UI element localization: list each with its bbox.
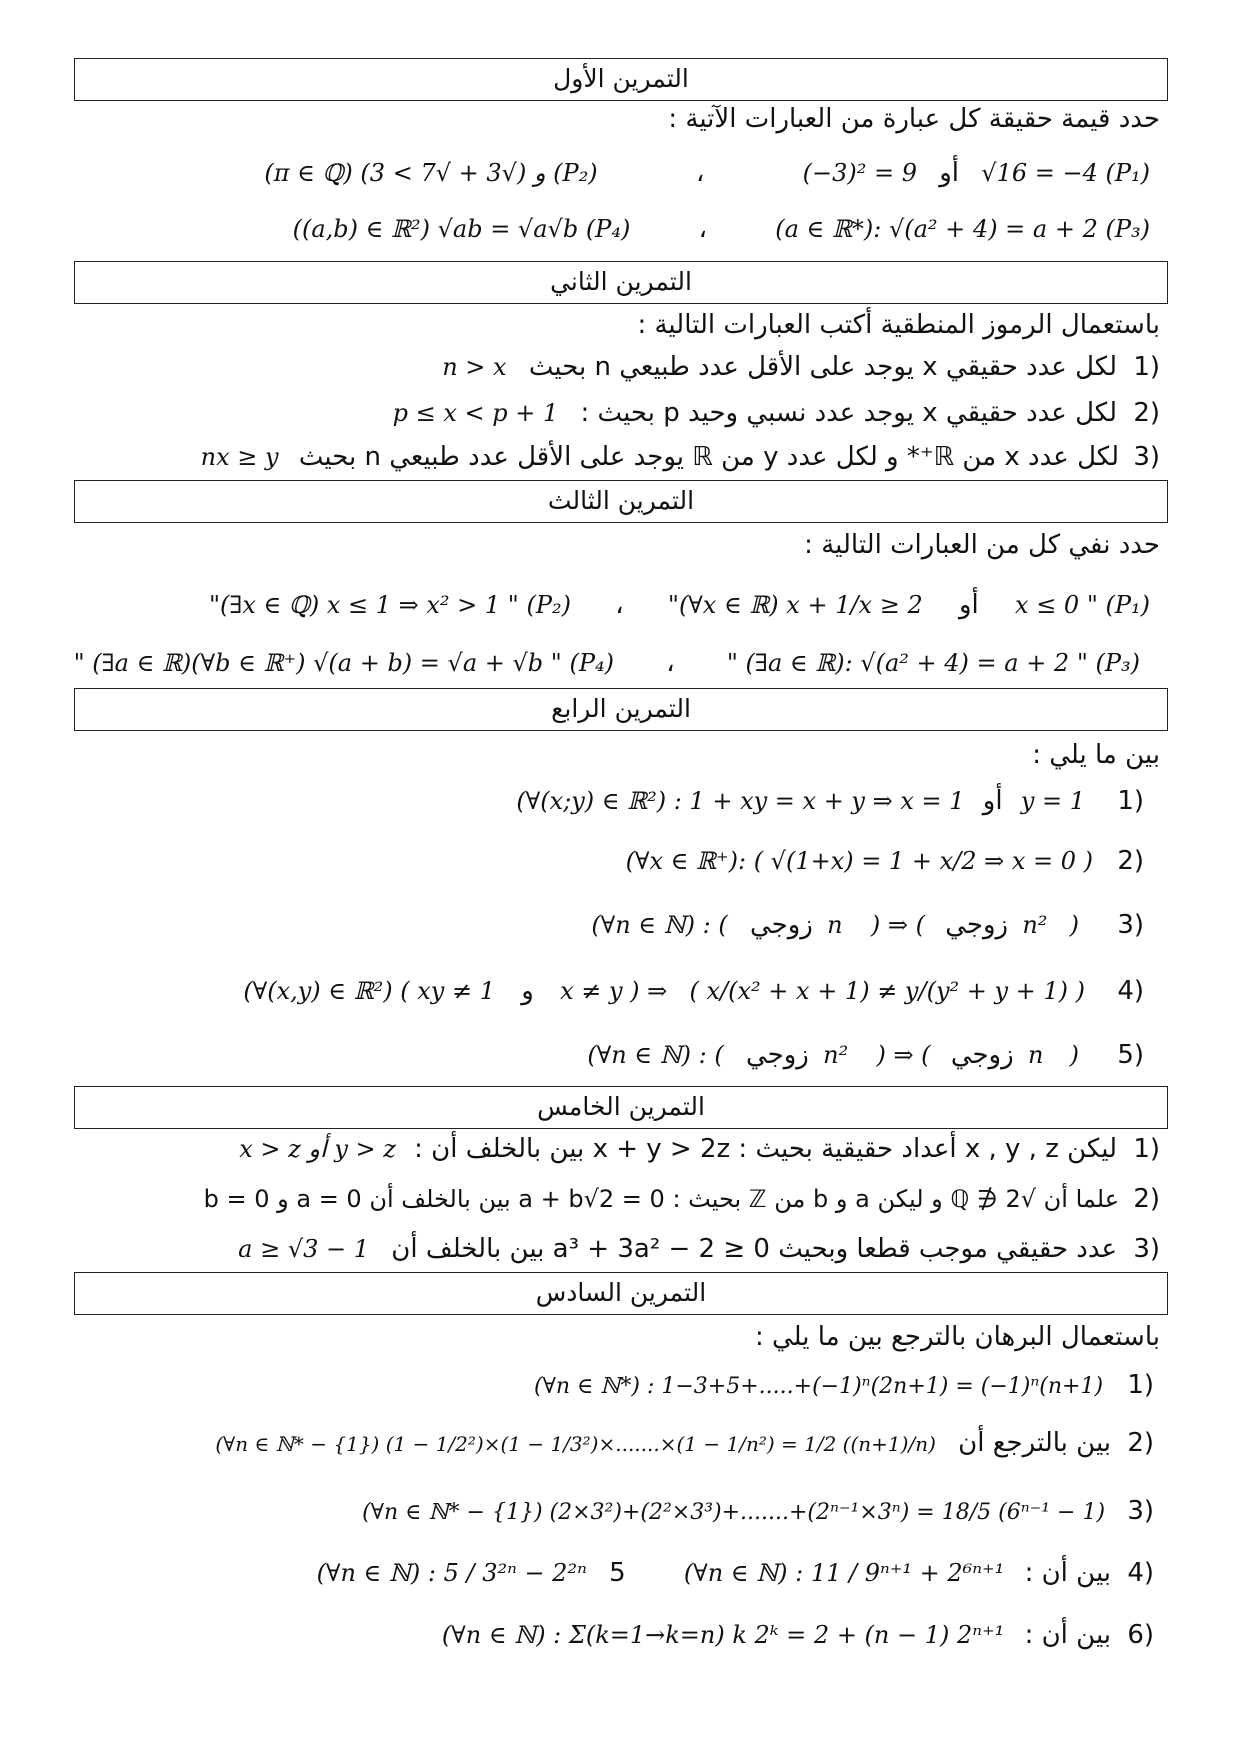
ex6-item-5-num: 5 xyxy=(609,1558,626,1588)
ex1-intro: حدد قيمة حقيقة كل عبارة من العبارات الآتية : xyxy=(668,104,1160,134)
ex6-item-3 xyxy=(362,1496,1154,1526)
ex1-row1-left: (π ∈ ℚ) و (√3 + √7 > 3) (P₂) xyxy=(264,159,598,187)
ex6-item-2 xyxy=(215,1428,1154,1458)
ex6-item-5-math: (∀n ∈ ℕ) : 5 / 3²ⁿ − 2²ⁿ xyxy=(316,1559,587,1587)
ex1-row1-or: أو xyxy=(939,158,960,188)
ex1-row1-right-b: √16 = −4 (P₁) xyxy=(981,159,1150,187)
ex4-item-3-even: زوجي xyxy=(749,910,813,940)
ex4-item-1-math-a: (∀(x;y) ∈ ℝ²) : 1 + xy = x + y ⇒ x = 1 xyxy=(516,787,965,815)
ex3-row2-left: " (∃a ∈ ℝ)(∀b ∈ ℝ⁺) √(a + b) = √a + √b " (P₄) xyxy=(73,649,614,677)
ex6-item-2-num: 2) xyxy=(1127,1428,1154,1458)
ex4-item-5 xyxy=(587,1040,1144,1070)
ex5-item-1 xyxy=(239,1134,1160,1164)
ex3-row2 xyxy=(74,648,1140,678)
ex6-intro: باستعمال البرهان بالترجع بين ما يلي : xyxy=(754,1322,1160,1352)
ex4-item-4-frac: ( x/(x² + x + 1) ≠ y/(y² + y + 1) ) xyxy=(689,977,1086,1005)
ex5-item-1-text: ليكن x , y , z أعداد حقيقية بحيث : x + y > 2z بين بالخلف أن : xyxy=(414,1134,1118,1164)
ex1-row2-left: ((a,b) ∈ ℝ²) √ab = √a√b (P₄) xyxy=(292,215,631,243)
ex2-item-2-math: p ≤ x < p + 1 xyxy=(392,399,559,427)
ex4-item-3-pre: (∀n ∈ ℕ) : ( xyxy=(591,911,728,939)
ex5-item-1-math: x > z أو y > z xyxy=(239,1135,396,1163)
ex1-row2-right: (a ∈ ℝ*): √(a² + 4) = a + 2 (P₃) xyxy=(775,215,1150,243)
ex3-row2-right: " (∃a ∈ ℝ): √(a² + 4) = a + 2 " (P₃) xyxy=(726,649,1140,677)
ex4-item-3-n: n xyxy=(827,911,843,939)
ex4-item-5-n: n xyxy=(1027,1041,1044,1069)
ex6-item-4 xyxy=(317,1558,1154,1588)
ex4-item-5-num: 5) xyxy=(1117,1040,1144,1070)
ex2-item-3-math: nx ≥ y xyxy=(200,443,279,471)
ex6-item-1 xyxy=(534,1370,1154,1400)
ex6-item-6 xyxy=(442,1620,1154,1650)
ex4-item-5-even2: زوجي xyxy=(950,1040,1014,1070)
ex2-item-1-text: لكل عدد حقيقي x يوجد على الأقل عدد طبيعي n بحيث xyxy=(528,352,1118,382)
ex4-item-2-math: (∀x ∈ ℝ⁺): ( √(1+x) = 1 + x/2 ⇒ x = 0 ) xyxy=(625,847,1094,875)
ex4-item-4-mid: x ≠ y ) ⇒ xyxy=(560,977,668,1005)
ex6-item-2-math: (∀n ∈ ℕ* − {1}) (1 − 1/2²)×(1 − 1/3²)×.......×(1 − 1/n²) = 1/2 ((n+1)/n) xyxy=(215,1432,936,1456)
ex6-title: التمرين السادس xyxy=(74,1272,1168,1315)
ex5-item-3-num: 3) xyxy=(1133,1234,1160,1264)
ex2-item-3-text: لكل عدد x من ℝ⁺* و لكل عدد y من ℝ يوجد على الأقل عدد طبيعي n بحيث xyxy=(298,442,1120,472)
ex3-row1-or: أو xyxy=(958,590,979,620)
ex1-row1 xyxy=(264,158,1150,188)
ex4-item-3 xyxy=(591,910,1144,940)
ex1-row2-sep: ، xyxy=(698,214,707,244)
ex4-item-4-and: و xyxy=(521,976,534,1006)
ex5-item-2-text: علما أن √2 ∉ ℚ و ليكن a و b من ℤ بحيث : a + b√2 = 0 بين بالخلف أن a = 0 و b = 0 xyxy=(203,1185,1120,1213)
ex6-item-2-text: بين بالترجع أن xyxy=(958,1428,1112,1458)
ex4-item-3-even2: زوجي xyxy=(945,910,1009,940)
ex2-item-2-num: 2) xyxy=(1133,398,1160,428)
ex4-item-3-n2: n² xyxy=(1022,911,1048,939)
ex1-row2 xyxy=(293,214,1150,244)
ex4-item-1-or: أو xyxy=(982,786,1003,816)
ex4-item-3-num: 3) xyxy=(1117,910,1144,940)
ex2-item-3 xyxy=(201,442,1160,472)
ex6-item-4-math: (∀n ∈ ℕ) : 11 / 9ⁿ⁺¹ + 2⁶ⁿ⁺¹ xyxy=(683,1559,1005,1587)
ex2-title: التمرين الثاني xyxy=(74,261,1168,304)
ex1-row1-right-a: (−3)² = 9 xyxy=(802,159,917,187)
ex3-row2-sep: ، xyxy=(666,648,675,678)
ex2-item-1-math: n > x xyxy=(442,353,507,381)
ex6-item-6-math: (∀n ∈ ℕ) : Σ(k=1→k=n) k 2ᵏ = 2 + (n − 1) 2ⁿ⁺¹ xyxy=(441,1621,1005,1649)
ex5-item-2 xyxy=(204,1184,1160,1214)
ex4-item-3-mid: ) ⇒ ( xyxy=(870,911,925,939)
ex3-row1-right-a: "(∀x ∈ ℝ) x + 1/x ≥ 2 xyxy=(667,591,923,619)
ex4-item-4-num: 4) xyxy=(1117,976,1144,1006)
ex5-item-1-num: 1) xyxy=(1133,1134,1160,1164)
ex4-item-1-num: 1) xyxy=(1117,786,1144,816)
ex1-row1-sep: ، xyxy=(695,158,705,188)
ex6-item-3-math: (∀n ∈ ℕ* − {1}) (2×3²)+(2²×3³)+.......+(2ⁿ⁻¹×3ⁿ) = 18/5 (6ⁿ⁻¹ − 1) xyxy=(362,1500,1106,1525)
ex3-row1-left: "(∃x ∈ ℚ) x ≤ 1 ⇒ x² > 1 " (P₂) xyxy=(208,591,571,619)
ex4-item-4 xyxy=(243,976,1144,1006)
ex5-item-3-math: a ≥ √3 − 1 xyxy=(238,1235,370,1263)
ex2-item-2-text: لكل عدد حقيقي x يوجد عدد نسبي وحيد p بحيث : xyxy=(580,398,1118,428)
ex2-item-2 xyxy=(393,398,1160,428)
ex4-item-4-pre: (∀(x,y) ∈ ℝ²) ( xy ≠ 1 xyxy=(243,977,495,1005)
ex4-item-5-pre: (∀n ∈ ℕ) : ( xyxy=(587,1041,724,1069)
ex5-item-2-num: 2) xyxy=(1133,1184,1160,1214)
ex4-item-2-num: 2) xyxy=(1117,846,1144,876)
ex4-item-1 xyxy=(516,786,1144,816)
ex4-title: التمرين الرابع xyxy=(74,688,1168,731)
ex4-item-1-math-b: y = 1 xyxy=(1020,787,1086,815)
ex4-item-3-post: ) xyxy=(1069,911,1080,939)
ex5-item-3-text: عدد حقيقي موجب قطعا وبحيث a³ + 3a² − 2 ≥ 0 بين بالخلف أن xyxy=(391,1234,1118,1264)
ex4-item-5-n2: n² xyxy=(823,1041,849,1069)
ex6-item-4-num: 4) xyxy=(1127,1558,1154,1588)
ex2-item-3-num: 3) xyxy=(1133,442,1160,472)
ex6-item-4-text: بين أن : xyxy=(1024,1558,1112,1588)
ex4-item-5-mid: ) ⇒ ( xyxy=(876,1041,931,1069)
ex6-item-6-num: 6) xyxy=(1127,1620,1154,1650)
ex4-item-5-post: ) xyxy=(1069,1041,1080,1069)
ex6-item-1-math: (∀n ∈ ℕ*) : 1−3+5+.....+(−1)ⁿ(2n+1) = (−1)ⁿ(n+1) xyxy=(533,1374,1104,1399)
ex3-row1-sep: ، xyxy=(615,590,624,620)
ex5-title: التمرين الخامس xyxy=(74,1086,1168,1129)
ex4-intro: بين ما يلي : xyxy=(1032,740,1160,770)
ex4-item-5-even: زوجي xyxy=(745,1040,809,1070)
ex6-item-6-text: بين أن : xyxy=(1024,1620,1112,1650)
ex2-intro: باستعمال الرموز المنطقية أكتب العبارات التالية : xyxy=(637,310,1160,340)
ex4-item-2 xyxy=(626,846,1144,876)
ex3-intro: حدد نفي كل من العبارات التالية : xyxy=(804,530,1160,560)
ex2-item-1-num: 1) xyxy=(1133,352,1160,382)
ex5-item-3 xyxy=(238,1234,1160,1264)
ex2-item-1 xyxy=(442,352,1160,382)
ex3-title: التمرين الثالث xyxy=(74,480,1168,523)
ex6-item-1-num: 1) xyxy=(1127,1370,1154,1400)
ex6-item-3-num: 3) xyxy=(1127,1496,1154,1526)
ex1-title: التمرين الأول xyxy=(74,58,1168,101)
ex3-row1-right-b: x ≤ 0 " (P₁) xyxy=(1015,591,1150,619)
ex3-row1 xyxy=(209,590,1150,620)
